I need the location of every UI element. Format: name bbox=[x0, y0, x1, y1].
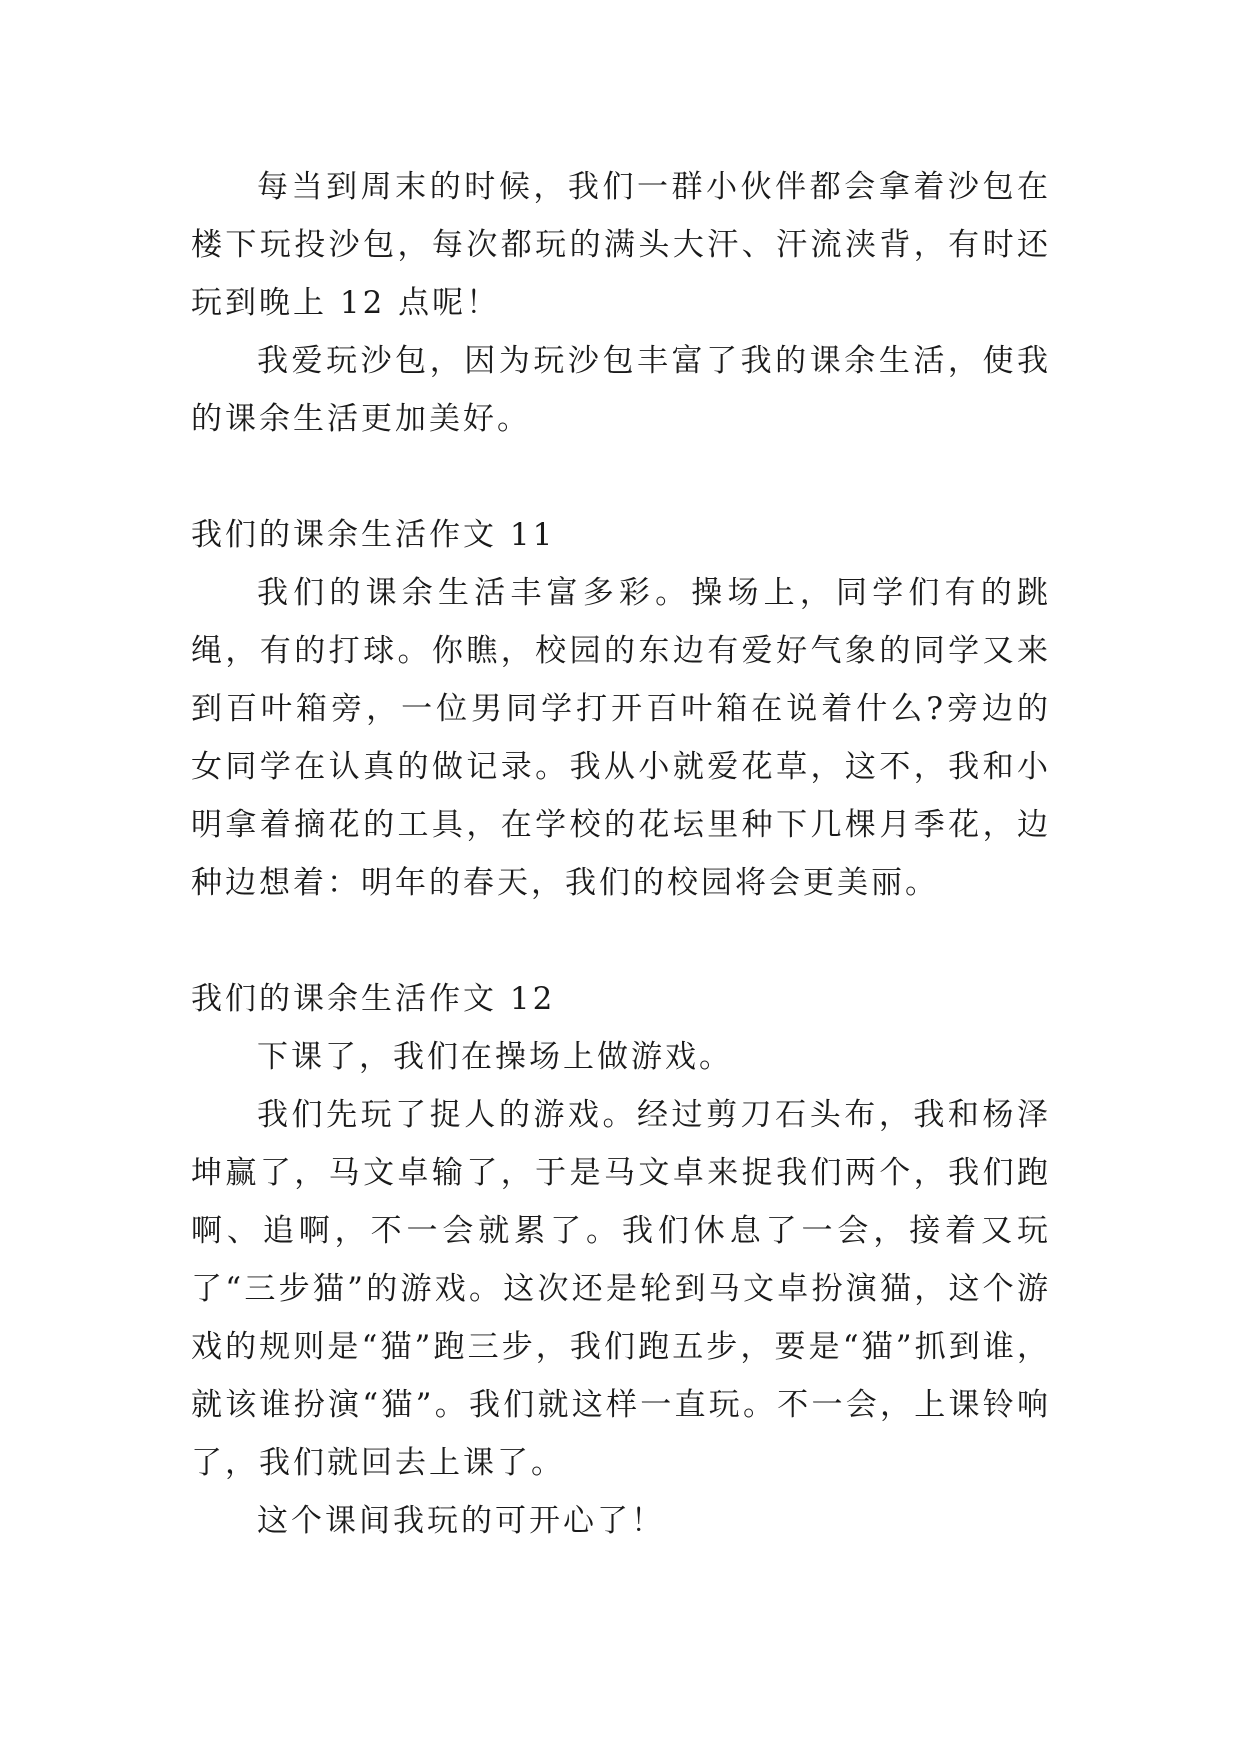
section-spacer bbox=[191, 912, 1051, 970]
section-12-paragraph-3: 这个课间我玩的可开心了！ bbox=[257, 1503, 665, 1539]
section-spacer bbox=[191, 448, 1051, 506]
section-12-title: 我们的课余生活作文 12 bbox=[191, 981, 556, 1017]
intro-paragraph-1: 每当到周末的时候，我们一群小伙伴都会拿着沙包在楼下玩投沙包，每次都玩的满头大汗、汗流浃背，有时还玩到晚上 12 点呢！ bbox=[191, 169, 1051, 321]
section-12-paragraph-2: 我们先玩了捉人的游戏。经过剪刀石头布，我和杨泽坤赢了，马文卓输了，于是马文卓来捉我们两个，我们跑啊、追啊，不一会就累了。我们休息了一会，接着又玩了“三步猫”的游戏。这次还是轮到马文卓扮演猫，这个游戏的规则是“猫”跑三步，我们跑五步，要是“猫”抓到谁，就该谁扮演“猫”。我们就这样一直玩。不一会，上课铃响了，我们就回去上课了。 bbox=[191, 1097, 1051, 1481]
section-12-paragraph-1: 下课了，我们在操场上做游戏。 bbox=[257, 1039, 733, 1075]
section-11-paragraph-1: 我们的课余生活丰富多彩。操场上，同学们有的跳绳，有的打球。你瞧，校园的东边有爱好气象的同学又来到百叶箱旁，一位男同学打开百叶箱在说着什么?旁边的女同学在认真的做记录。我从小就爱花草，这不，我和小明拿着摘花的工具，在学校的花坛里种下几棵月季花，边种边想着：明年的春天，我们的校园将会更美丽。 bbox=[191, 575, 1051, 901]
intro-paragraph-2: 我爱玩沙包，因为玩沙包丰富了我的课余生活，使我的课余生活更加美好。 bbox=[191, 343, 1051, 437]
section-11-title: 我们的课余生活作文 11 bbox=[191, 517, 556, 553]
document-body bbox=[191, 158, 1051, 1550]
